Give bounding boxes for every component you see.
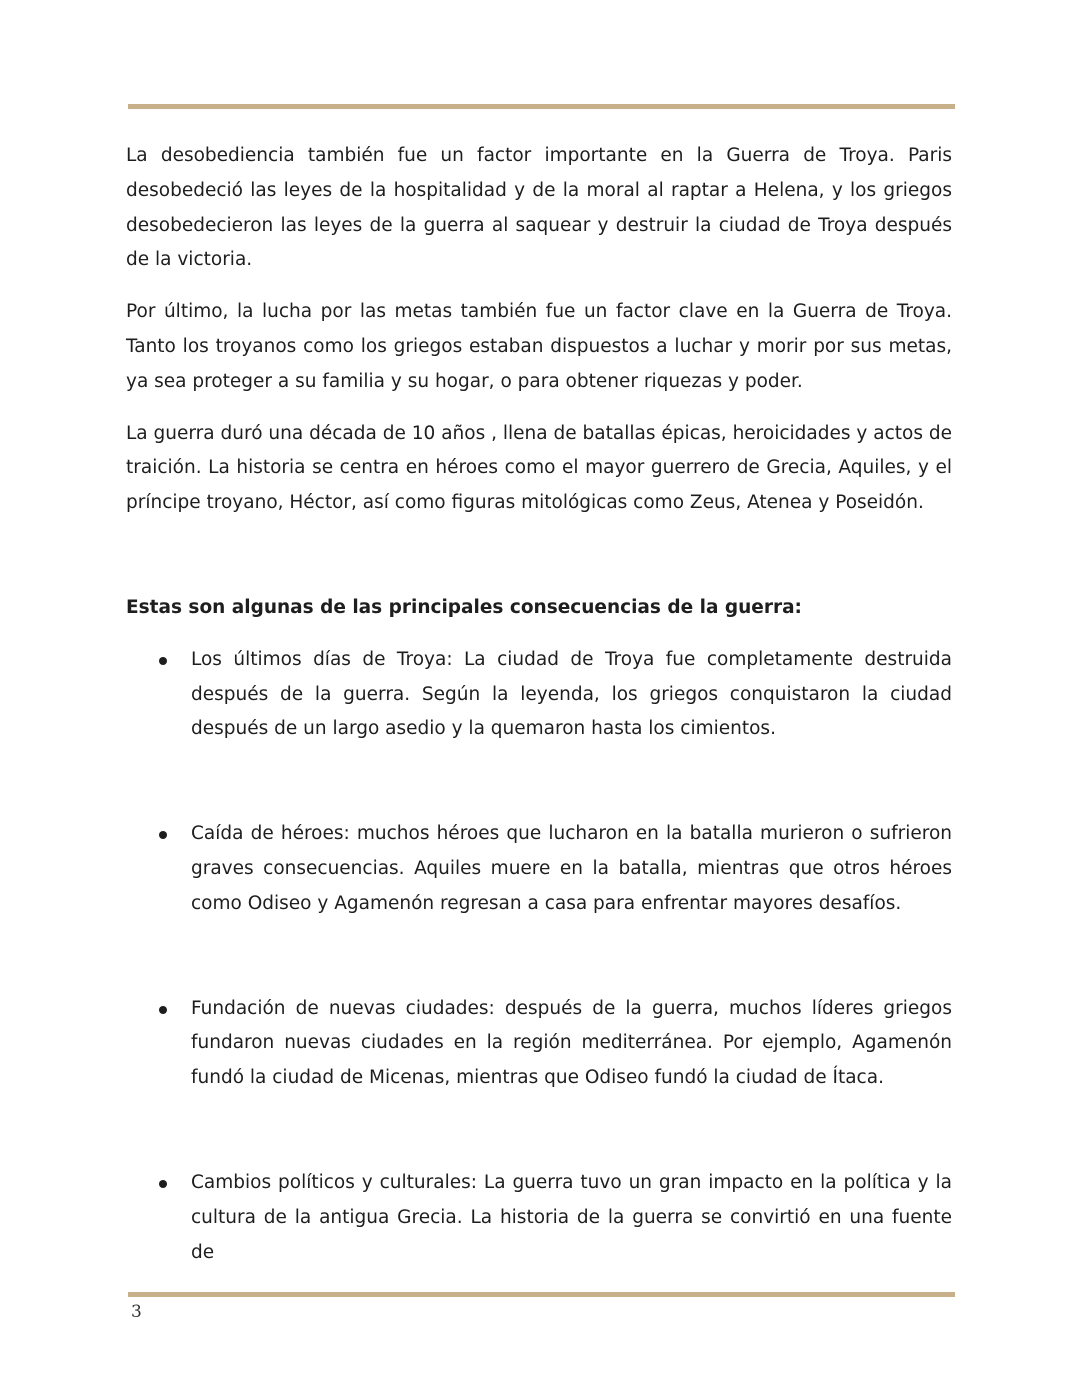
consequences-list (126, 643, 952, 1271)
paragraph-goals: Por último, la lucha por las metas también fue un factor clave en la Guerra de Troya. Tanto los troyanos como los griegos estaban dispuestos a luchar y morir por sus metas, ya sea proteger a su familia y su hogar, o para obtener riquezas y poder. (126, 301, 952, 392)
bullet-icon (159, 1180, 167, 1188)
footer-rule (128, 1292, 955, 1297)
page-body (126, 139, 952, 1270)
bullet-icon (159, 831, 167, 839)
list-item-text: Fundación de nuevas ciudades: después de la guerra, muchos líderes griegos fundaron nuevas ciudades en la región mediterránea. Por ejemplo, Agamenón fundó la ciudad de Micenas, mientras que Odiseo fundó la ciudad de Ítaca. (191, 997, 952, 1089)
bullet-icon (159, 1006, 167, 1014)
bullet-icon (159, 657, 167, 665)
list-item-text: Los últimos días de Troya: La ciudad de Troya fue completamente destruida después de la guerra. Según la leyenda, los griegos conquistaron la ciudad después de un largo asedio y la quemaron hasta los cimientos. (191, 648, 952, 740)
page-number: 3 (131, 1302, 142, 1322)
list-item (126, 1166, 952, 1270)
list-item-text: Cambios políticos y culturales: La guerra tuvo un gran impacto en la política y la cultura de la antigua Grecia. La historia de la guerra se convirtió en una fuente de (191, 1171, 952, 1263)
list-item (126, 817, 952, 921)
paragraph-decade: La guerra duró una década de 10 años , llena de batallas épicas, heroicidades y actos de traición. La historia se centra en héroes como el mayor guerrero de Grecia, Aquiles, y el príncipe troyano, Héctor, así como figuras mitológicas como Zeus, Atenea y Poseidón. (126, 422, 952, 514)
section-heading: Estas son algunas de las principales consecuencias de la guerra: (126, 596, 802, 618)
list-item (126, 643, 952, 747)
list-item-text: Caída de héroes: muchos héroes que lucharon en la batalla murieron o sufrieron graves consecuencias. Aquiles muere en la batalla, mientras que otros héroes como Odiseo y Agamenón regresan a casa para enfrentar mayores desafíos. (191, 823, 952, 914)
list-item (126, 992, 952, 1096)
header-rule (128, 104, 955, 109)
paragraph-disobedience: La desobediencia también fue un factor importante en la Guerra de Troya. Paris desobedeció las leyes de la hospitalidad y de la moral al raptar a Helena, y los griegos desobedecieron las leyes de la guerra al saquear y destruir la ciudad de Troya después de la victoria. (126, 145, 952, 271)
